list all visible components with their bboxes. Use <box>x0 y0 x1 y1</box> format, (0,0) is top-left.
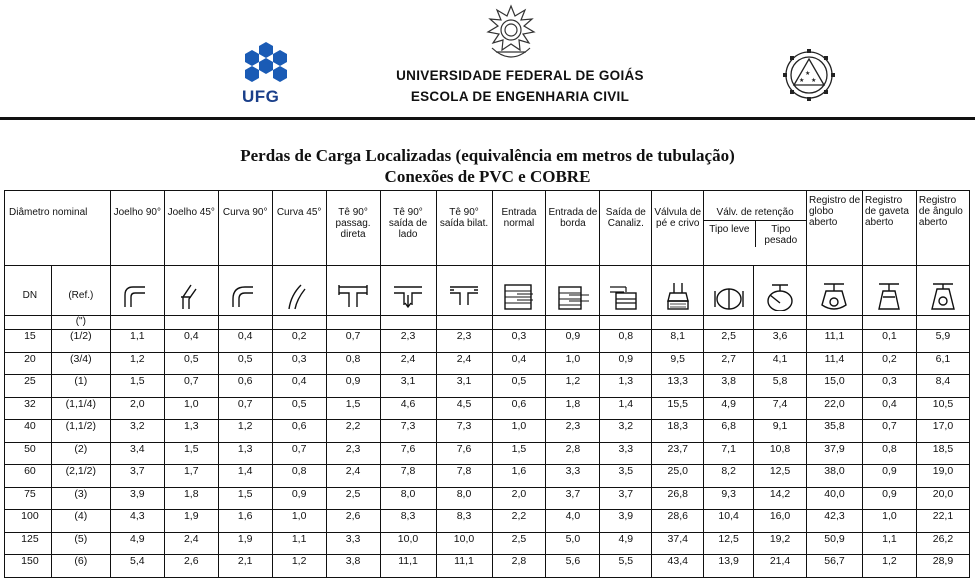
ref-cell: (1/2) <box>51 330 110 353</box>
col-header-9: Saída de Canaliz. <box>600 191 652 266</box>
value-cell: 1,2 <box>110 352 164 375</box>
value-cell: 9,3 <box>704 487 754 510</box>
value-cell: 2,4 <box>380 352 436 375</box>
value-cell: 8,1 <box>652 330 704 353</box>
value-cell: 19,0 <box>916 465 969 488</box>
value-cell: 21,4 <box>754 555 807 578</box>
value-cell: 0,4 <box>164 330 218 353</box>
col-header-5: Tê 90° saída de lado <box>380 191 436 266</box>
value-cell: 18,3 <box>652 420 704 443</box>
university-name: UNIVERSIDADE FEDERAL DE GOIÁS <box>396 68 644 83</box>
col-icon-cell-13 <box>807 266 863 316</box>
value-cell: 15,0 <box>807 375 863 398</box>
value-cell: 3,1 <box>380 375 436 398</box>
value-cell: 5,6 <box>546 555 600 578</box>
dn-cell: 125 <box>5 532 52 555</box>
table-title: Perdas de Carga Localizadas (equivalência em metros de tubulação) <box>240 146 735 165</box>
dn-cell: 20 <box>5 352 52 375</box>
value-cell: 0,3 <box>862 375 916 398</box>
value-cell: 50,9 <box>807 532 863 555</box>
value-cell: 2,5 <box>704 330 754 353</box>
value-cell: 16,0 <box>754 510 807 533</box>
tee-bilateral-icon <box>448 281 480 311</box>
value-cell: 1,5 <box>110 375 164 398</box>
elbow-45-icon <box>175 281 207 311</box>
value-cell: 1,9 <box>164 510 218 533</box>
value-cell: 3,2 <box>110 420 164 443</box>
value-cell: 3,7 <box>110 465 164 488</box>
header-divider <box>0 117 975 120</box>
value-cell: 3,7 <box>546 487 600 510</box>
value-cell: 7,6 <box>436 442 492 465</box>
value-cell: 2,4 <box>436 352 492 375</box>
value-cell: 0,4 <box>862 397 916 420</box>
value-cell: 2,3 <box>436 330 492 353</box>
value-cell: 3,4 <box>110 442 164 465</box>
col-icon-cell-7 <box>492 266 546 316</box>
value-cell: 1,9 <box>218 532 272 555</box>
value-cell: 10,8 <box>754 442 807 465</box>
value-cell: 0,7 <box>272 442 326 465</box>
col-icon-cell-6 <box>436 266 492 316</box>
value-cell: 10,4 <box>704 510 754 533</box>
head-loss-table <box>4 190 970 578</box>
value-cell: 19,2 <box>754 532 807 555</box>
value-cell: 4,6 <box>380 397 436 420</box>
table-row <box>5 397 970 420</box>
value-cell: 25,0 <box>652 465 704 488</box>
col-header-0: Joelho 90° <box>110 191 164 266</box>
dn-cell: 50 <box>5 442 52 465</box>
col-icon-cell-0 <box>110 266 164 316</box>
value-cell: 3,7 <box>600 487 652 510</box>
value-cell: 11,1 <box>436 555 492 578</box>
col-icon-cell-4 <box>326 266 380 316</box>
value-cell: 2,2 <box>326 420 380 443</box>
engineering-school-logo-icon <box>781 47 837 103</box>
check-valve-light-icon <box>713 281 745 311</box>
value-cell: 0,3 <box>492 330 546 353</box>
value-cell: 8,0 <box>436 487 492 510</box>
value-cell: 7,1 <box>704 442 754 465</box>
value-cell: 1,8 <box>546 397 600 420</box>
col-icon-cell-11 <box>704 266 754 316</box>
value-cell: 9,1 <box>754 420 807 443</box>
normal-entrance-icon <box>503 281 535 311</box>
value-cell: 26,8 <box>652 487 704 510</box>
svg-text:★: ★ <box>805 70 811 77</box>
value-cell: 0,6 <box>218 375 272 398</box>
value-cell: 7,3 <box>380 420 436 443</box>
value-cell: 3,3 <box>546 465 600 488</box>
value-cell: 1,2 <box>218 420 272 443</box>
value-cell: 0,1 <box>862 330 916 353</box>
value-cell: 0,3 <box>272 352 326 375</box>
check-valve-heavy-icon <box>764 281 796 311</box>
value-cell: 4,9 <box>704 397 754 420</box>
value-cell: 2,3 <box>326 442 380 465</box>
dn-cell: 150 <box>5 555 52 578</box>
table-subtitle: Conexões de PVC e COBRE <box>384 167 591 186</box>
value-cell: 0,8 <box>326 352 380 375</box>
col-header-14: Registro de gaveta aberto <box>862 191 916 266</box>
value-cell: 10,0 <box>436 532 492 555</box>
value-cell: 1,5 <box>164 442 218 465</box>
col-header-7: Entrada normal <box>492 191 546 266</box>
value-cell: 2,5 <box>492 532 546 555</box>
value-cell: 37,4 <box>652 532 704 555</box>
ref-header: (Ref.) <box>51 266 110 316</box>
value-cell: 2,6 <box>164 555 218 578</box>
value-cell: 0,4 <box>272 375 326 398</box>
value-cell: 0,4 <box>492 352 546 375</box>
value-cell: 0,9 <box>862 465 916 488</box>
value-cell: 3,6 <box>754 330 807 353</box>
value-cell: 8,0 <box>380 487 436 510</box>
value-cell: 2,6 <box>326 510 380 533</box>
value-cell: 1,6 <box>492 465 546 488</box>
value-cell: 4,9 <box>600 532 652 555</box>
ref-cell: (4) <box>51 510 110 533</box>
angle-valve-icon <box>927 281 959 311</box>
value-cell: 3,8 <box>326 555 380 578</box>
value-cell: 12,5 <box>754 465 807 488</box>
value-cell: 13,9 <box>704 555 754 578</box>
value-cell: 1,3 <box>218 442 272 465</box>
tee-side-icon <box>392 281 424 311</box>
value-cell: 0,6 <box>272 420 326 443</box>
value-cell: 0,7 <box>218 397 272 420</box>
value-cell: 1,3 <box>600 375 652 398</box>
value-cell: 1,7 <box>164 465 218 488</box>
value-cell: 10,0 <box>380 532 436 555</box>
value-cell: 2,8 <box>492 555 546 578</box>
value-cell: 1,5 <box>326 397 380 420</box>
table-row <box>5 375 970 398</box>
table-row <box>5 330 970 353</box>
value-cell: 1,5 <box>218 487 272 510</box>
value-cell: 23,7 <box>652 442 704 465</box>
table-row <box>5 442 970 465</box>
value-cell: 3,8 <box>704 375 754 398</box>
gate-valve-icon <box>873 281 905 311</box>
dn-header: DN <box>5 266 52 316</box>
value-cell: 1,2 <box>272 555 326 578</box>
col-icon-cell-12 <box>754 266 807 316</box>
value-cell: 0,7 <box>862 420 916 443</box>
ref-cell: (5) <box>51 532 110 555</box>
diametro-header: Diâmetro nominal <box>5 191 111 266</box>
col-icon-cell-2 <box>218 266 272 316</box>
value-cell: 13,3 <box>652 375 704 398</box>
table-row <box>5 555 970 578</box>
value-cell: 0,9 <box>326 375 380 398</box>
value-cell: 7,8 <box>380 465 436 488</box>
value-cell: 4,3 <box>110 510 164 533</box>
value-cell: 5,8 <box>754 375 807 398</box>
value-cell: 2,3 <box>380 330 436 353</box>
value-cell: 6,1 <box>916 352 969 375</box>
value-cell: 5,9 <box>916 330 969 353</box>
value-cell: 40,0 <box>807 487 863 510</box>
value-cell: 0,8 <box>862 442 916 465</box>
value-cell: 1,0 <box>272 510 326 533</box>
dn-cell: 15 <box>5 330 52 353</box>
valv-retencao-header: Válv. de retenção Tipo leve Tipo pesado <box>704 191 807 266</box>
ref-cell: (6) <box>51 555 110 578</box>
value-cell: 28,9 <box>916 555 969 578</box>
value-cell: 1,0 <box>862 510 916 533</box>
value-cell: 0,5 <box>164 352 218 375</box>
coat-of-arms-icon <box>482 4 540 66</box>
value-cell: 0,7 <box>326 330 380 353</box>
dn-cell: 75 <box>5 487 52 510</box>
value-cell: 1,8 <box>164 487 218 510</box>
value-cell: 0,8 <box>600 330 652 353</box>
svg-text:★: ★ <box>799 77 805 84</box>
globe-valve-icon <box>818 281 850 311</box>
value-cell: 7,8 <box>436 465 492 488</box>
col-header-8: Entrada de borda <box>546 191 600 266</box>
value-cell: 0,9 <box>272 487 326 510</box>
value-cell: 0,2 <box>862 352 916 375</box>
value-cell: 0,5 <box>492 375 546 398</box>
value-cell: 1,5 <box>492 442 546 465</box>
value-cell: 22,1 <box>916 510 969 533</box>
bend-45-icon <box>283 281 315 311</box>
col-header-1: Joelho 45° <box>164 191 218 266</box>
ref-cell: (1,1/2) <box>51 420 110 443</box>
value-cell: 9,5 <box>652 352 704 375</box>
value-cell: 8,3 <box>436 510 492 533</box>
ref-cell: (3/4) <box>51 352 110 375</box>
value-cell: 2,8 <box>546 442 600 465</box>
value-cell: 3,2 <box>600 420 652 443</box>
col-icon-cell-5 <box>380 266 436 316</box>
value-cell: 4,9 <box>110 532 164 555</box>
value-cell: 3,3 <box>326 532 380 555</box>
bend-90-icon <box>229 281 261 311</box>
dn-cell: 40 <box>5 420 52 443</box>
value-cell: 17,0 <box>916 420 969 443</box>
value-cell: 5,5 <box>600 555 652 578</box>
foot-valve-icon <box>662 281 694 311</box>
elbow-90-icon <box>121 281 153 311</box>
value-cell: 2,0 <box>110 397 164 420</box>
school-name: ESCOLA DE ENGENHARIA CIVIL <box>410 89 630 104</box>
edge-entrance-icon <box>557 281 589 311</box>
col-icon-cell-9 <box>600 266 652 316</box>
value-cell: 6,8 <box>704 420 754 443</box>
ufg-logo-text: UFG <box>242 87 280 106</box>
value-cell: 1,1 <box>862 532 916 555</box>
value-cell: 4,5 <box>436 397 492 420</box>
table-row <box>5 510 970 533</box>
table-row <box>5 420 970 443</box>
value-cell: 11,1 <box>380 555 436 578</box>
value-cell: 20,0 <box>916 487 969 510</box>
dn-cell: 100 <box>5 510 52 533</box>
value-cell: 1,2 <box>862 555 916 578</box>
pipe-exit-icon <box>610 281 642 311</box>
value-cell: 0,9 <box>600 352 652 375</box>
value-cell: 1,2 <box>546 375 600 398</box>
ref-cell: (2) <box>51 442 110 465</box>
value-cell: 22,0 <box>807 397 863 420</box>
ref-cell: (3) <box>51 487 110 510</box>
svg-text:★: ★ <box>811 77 817 84</box>
col-icon-cell-14 <box>862 266 916 316</box>
value-cell: 4,1 <box>754 352 807 375</box>
value-cell: 10,5 <box>916 397 969 420</box>
value-cell: 26,2 <box>916 532 969 555</box>
col-header-3: Curva 45° <box>272 191 326 266</box>
value-cell: 7,4 <box>754 397 807 420</box>
table-row <box>5 532 970 555</box>
value-cell: 43,4 <box>652 555 704 578</box>
col-icon-cell-10 <box>652 266 704 316</box>
dn-cell: 60 <box>5 465 52 488</box>
value-cell: 1,4 <box>600 397 652 420</box>
value-cell: 2,4 <box>326 465 380 488</box>
col-icon-cell-1 <box>164 266 218 316</box>
table-row <box>5 487 970 510</box>
col-header-4: Tê 90° passag. direta <box>326 191 380 266</box>
value-cell: 56,7 <box>807 555 863 578</box>
value-cell: 1,4 <box>218 465 272 488</box>
value-cell: 42,3 <box>807 510 863 533</box>
ref-unit: (") <box>51 316 110 330</box>
value-cell: 1,0 <box>492 420 546 443</box>
value-cell: 11,4 <box>807 352 863 375</box>
value-cell: 11,1 <box>807 330 863 353</box>
ref-cell: (1,1/4) <box>51 397 110 420</box>
value-cell: 15,5 <box>652 397 704 420</box>
value-cell: 0,9 <box>862 487 916 510</box>
value-cell: 2,5 <box>326 487 380 510</box>
value-cell: 28,6 <box>652 510 704 533</box>
value-cell: 2,7 <box>704 352 754 375</box>
col-icon-cell-15 <box>916 266 969 316</box>
value-cell: 7,3 <box>436 420 492 443</box>
value-cell: 1,6 <box>218 510 272 533</box>
value-cell: 35,8 <box>807 420 863 443</box>
value-cell: 2,1 <box>218 555 272 578</box>
value-cell: 0,6 <box>492 397 546 420</box>
value-cell: 8,2 <box>704 465 754 488</box>
value-cell: 8,4 <box>916 375 969 398</box>
value-cell: 14,2 <box>754 487 807 510</box>
value-cell: 1,0 <box>164 397 218 420</box>
ref-cell: (2,1/2) <box>51 465 110 488</box>
value-cell: 1,3 <box>164 420 218 443</box>
value-cell: 0,2 <box>272 330 326 353</box>
value-cell: 0,5 <box>272 397 326 420</box>
value-cell: 0,9 <box>546 330 600 353</box>
value-cell: 37,9 <box>807 442 863 465</box>
col-icon-cell-8 <box>546 266 600 316</box>
dn-cell: 32 <box>5 397 52 420</box>
value-cell: 4,0 <box>546 510 600 533</box>
value-cell: 38,0 <box>807 465 863 488</box>
value-cell: 5,0 <box>546 532 600 555</box>
value-cell: 3,9 <box>110 487 164 510</box>
value-cell: 0,5 <box>218 352 272 375</box>
value-cell: 3,1 <box>436 375 492 398</box>
value-cell: 3,3 <box>600 442 652 465</box>
value-cell: 3,9 <box>600 510 652 533</box>
col-header-10: Válvula de pé e crivo <box>652 191 704 266</box>
ref-cell: (1) <box>51 375 110 398</box>
value-cell: 18,5 <box>916 442 969 465</box>
value-cell: 2,0 <box>492 487 546 510</box>
tee-straight-icon <box>337 281 369 311</box>
value-cell: 0,4 <box>218 330 272 353</box>
value-cell: 0,8 <box>272 465 326 488</box>
value-cell: 1,1 <box>110 330 164 353</box>
value-cell: 3,5 <box>600 465 652 488</box>
value-cell: 8,3 <box>380 510 436 533</box>
value-cell: 2,2 <box>492 510 546 533</box>
value-cell: 2,4 <box>164 532 218 555</box>
col-header-6: Tê 90° saída bilat. <box>436 191 492 266</box>
document-header <box>0 0 975 120</box>
value-cell: 1,0 <box>546 352 600 375</box>
table-row <box>5 352 970 375</box>
col-header-15: Registro de ângulo aberto <box>916 191 969 266</box>
value-cell: 7,6 <box>380 442 436 465</box>
value-cell: 1,1 <box>272 532 326 555</box>
value-cell: 2,3 <box>546 420 600 443</box>
table-row <box>5 465 970 488</box>
value-cell: 0,7 <box>164 375 218 398</box>
value-cell: 12,5 <box>704 532 754 555</box>
col-header-2: Curva 90° <box>218 191 272 266</box>
value-cell: 5,4 <box>110 555 164 578</box>
col-header-13: Registro de globo aberto <box>807 191 863 266</box>
dn-cell: 25 <box>5 375 52 398</box>
col-icon-cell-3 <box>272 266 326 316</box>
